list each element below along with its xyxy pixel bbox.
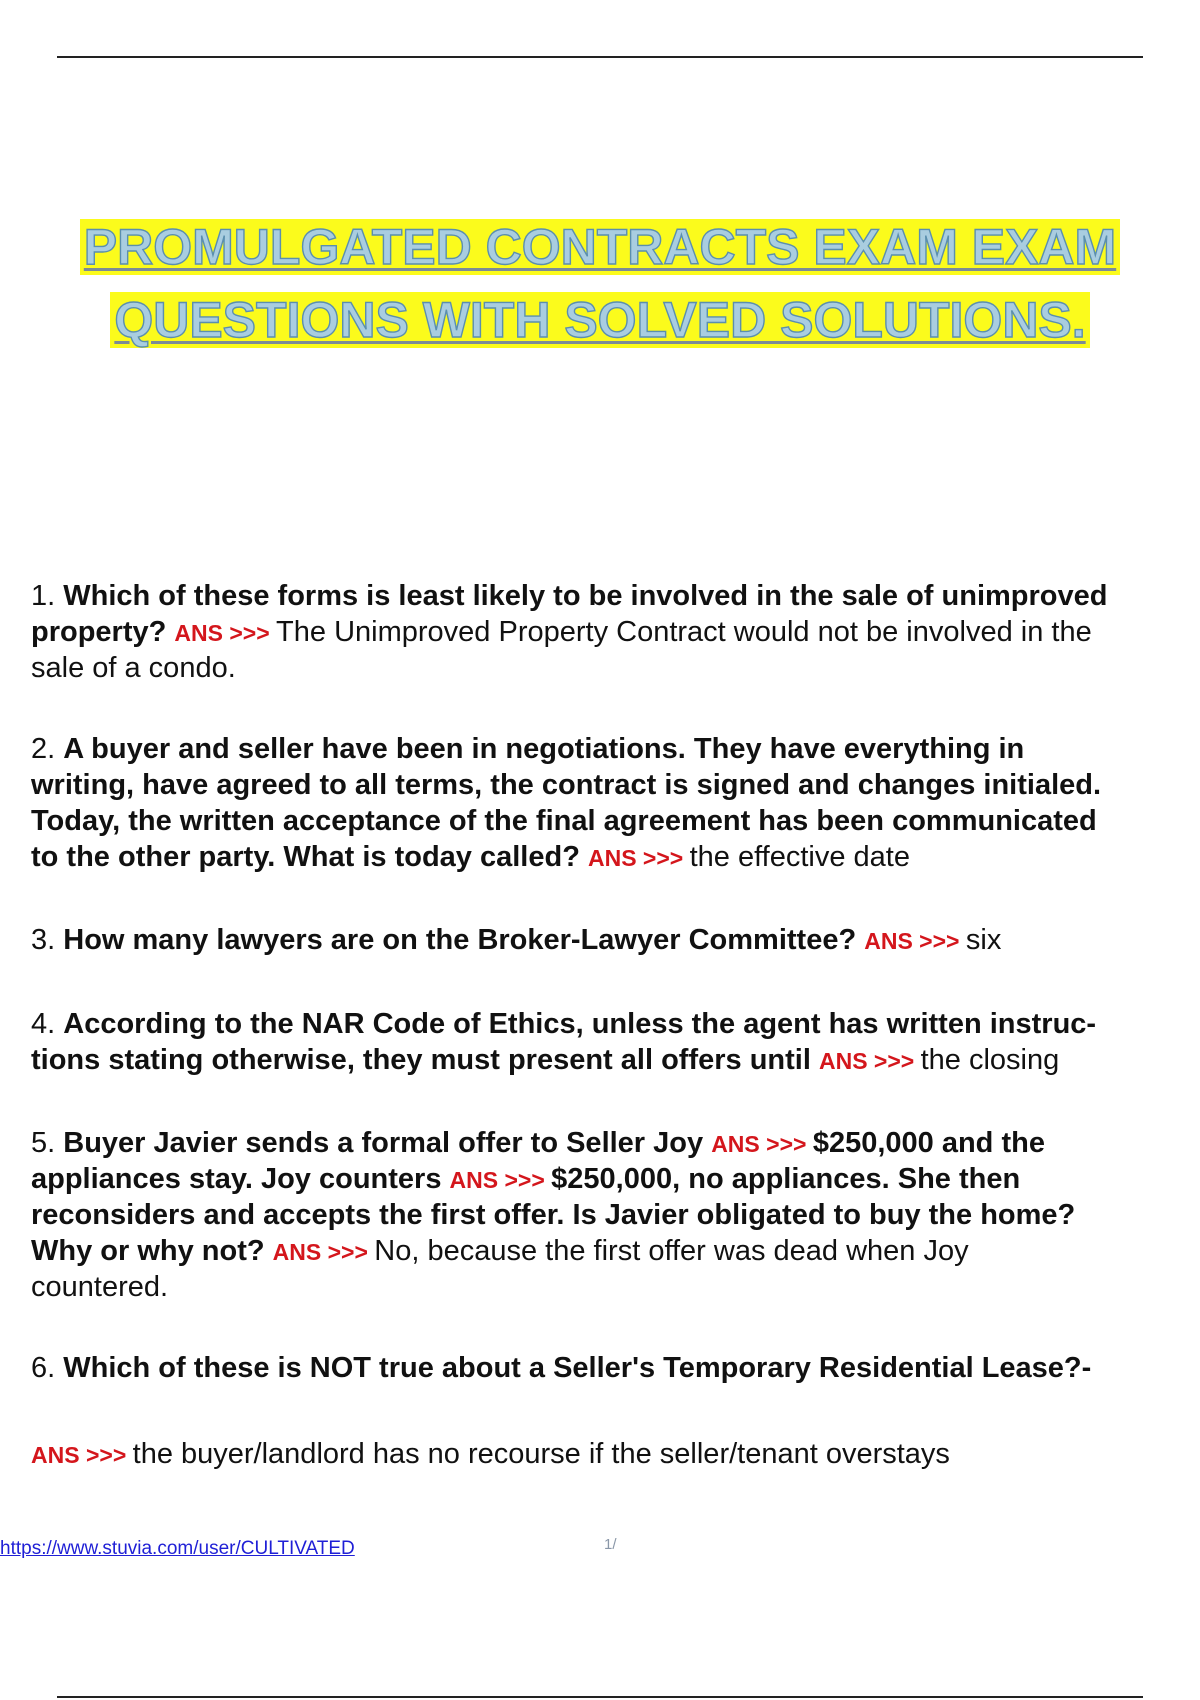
question-text: $250,000 and the <box>812 1127 1045 1159</box>
answer-text: countered. <box>31 1271 169 1303</box>
answer-marker: ANS >>> <box>449 1167 552 1193</box>
question-2-line <box>31 731 1200 767</box>
question-5-line <box>31 1197 1200 1233</box>
answer-text: the buyer/landlord has no recourse if the seller/tenant overstays <box>132 1438 950 1470</box>
answer-marker: ANS >>> <box>31 1442 133 1468</box>
answer-marker: ANS >>> <box>174 620 277 646</box>
top-rule <box>57 56 1143 58</box>
answer-text: six <box>965 924 1002 956</box>
question-4-line <box>31 1006 1200 1042</box>
question-text: A buyer and seller have been in negotiations. They have everything in <box>63 733 1025 765</box>
question-text: writing, have agreed to all terms, the contract is signed and changes initialed. <box>31 769 1102 801</box>
answer-marker: ANS >>> <box>587 845 690 871</box>
answer-text: the closing <box>920 1044 1060 1076</box>
question-text: Which of these forms is least likely to be involved in the sale of unimproved <box>63 580 1108 612</box>
answer-marker: ANS >>> <box>818 1048 921 1074</box>
answer-marker: ANS >>> <box>864 928 966 954</box>
question-2-line <box>31 803 1200 839</box>
page-number: 1/ <box>604 1536 617 1553</box>
question-text: Buyer Javier sends a formal offer to Seller Joy <box>63 1127 712 1159</box>
question-text: to the other party. What is today called? <box>31 841 588 873</box>
question-text: How many lawyers are on the Broker-Lawyer Committee? <box>63 924 865 956</box>
question-text: appliances stay. Joy counters <box>31 1163 450 1195</box>
answer-marker: ANS >>> <box>272 1239 375 1265</box>
question-text: property? <box>31 616 175 648</box>
question-1-line <box>31 614 1200 651</box>
question-number: 3. <box>31 924 64 956</box>
answer-text: sale of a condo. <box>31 652 236 684</box>
question-2-line <box>31 839 1200 876</box>
question-7-line <box>31 1436 1200 1473</box>
question-text: reconsiders and accepts the first offer. Is Javier obligated to buy the home? <box>31 1199 1076 1231</box>
question-2-line <box>31 767 1200 803</box>
question-number: 5. <box>31 1127 64 1159</box>
title-line-1: PROMULGATED CONTRACTS EXAM EXAM <box>80 219 1120 275</box>
question-5-line <box>31 1125 1200 1162</box>
answer-text: No, because the first offer was dead when Joy <box>374 1235 969 1267</box>
question-text: According to the NAR Code of Ethics, unless the agent has written instruc- <box>63 1008 1097 1040</box>
question-6-line <box>31 1350 1200 1386</box>
question-1-line <box>31 650 1200 686</box>
question-5-line <box>31 1269 1200 1305</box>
question-number: 6. <box>31 1352 64 1384</box>
question-4-line <box>31 1042 1200 1079</box>
question-text: $250,000, no appliances. She then <box>551 1163 1021 1195</box>
question-text: Which of these is NOT true about a Seller's Temporary Residential Lease?- <box>63 1352 1092 1384</box>
answer-marker: ANS >>> <box>711 1131 813 1157</box>
question-text: Today, the written acceptance of the final agreement has been communicated <box>31 805 1097 837</box>
title-line-2: QUESTIONS WITH SOLVED SOLUTIONS. <box>110 292 1089 348</box>
question-number: 2. <box>31 733 64 765</box>
question-text: Why or why not? <box>31 1235 273 1267</box>
answer-text: the effective date <box>689 841 910 873</box>
question-text: tions stating otherwise, they must present all offers until <box>31 1044 819 1076</box>
question-3-line <box>31 922 1200 959</box>
footer-link[interactable]: https://www.stuvia.com/user/CULTIVATED <box>0 1538 355 1559</box>
question-1-line <box>31 578 1200 614</box>
question-number: 4. <box>31 1008 64 1040</box>
question-5-line <box>31 1233 1200 1270</box>
question-number: 1. <box>31 580 64 612</box>
answer-text: The Unimproved Property Contract would not be involved in the <box>276 616 1092 648</box>
question-5-line <box>31 1161 1200 1198</box>
bottom-rule <box>57 1696 1143 1698</box>
